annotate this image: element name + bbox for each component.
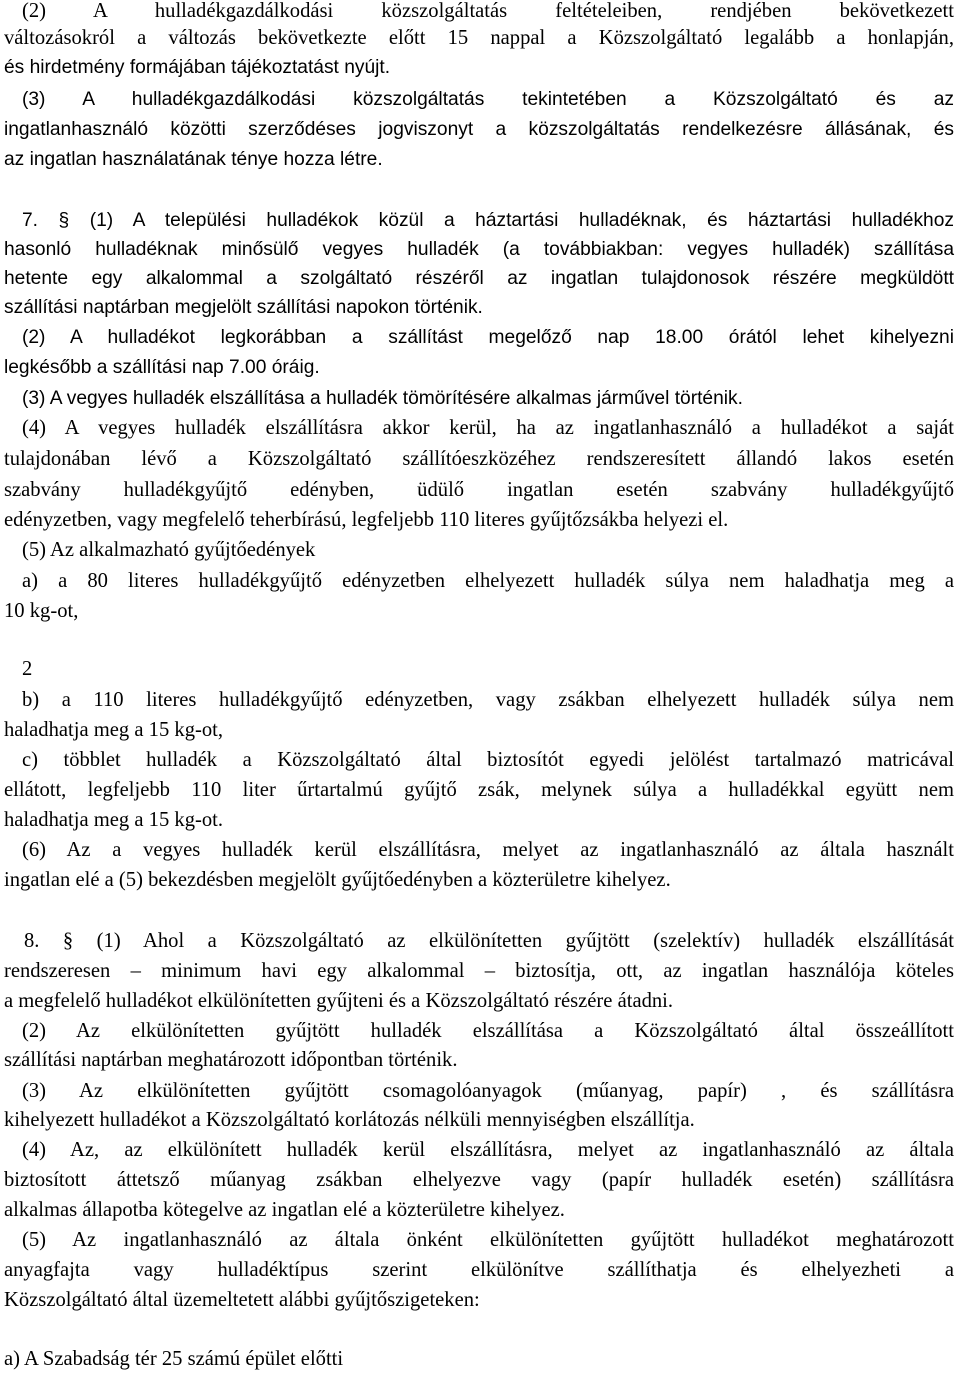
section-8-line: (3) Az elkülönítetten gyűjtött csomagolóanyagok (műanyag, papír) , és szállításra xyxy=(22,1080,954,1102)
section-8-line: a megfelelő hulladékot elkülönítetten gyűjteni és a Közszolgáltató részére átadni. xyxy=(4,990,674,1012)
section-7-line: hetente egy alkalommal a szolgáltató részéről az ingatlan tulajdonosok részére megküldött xyxy=(4,268,954,289)
section-7-line: tulajdonában lévő a Közszolgáltató szállítóeszközéhez rendszeresített állandó lakos esetén xyxy=(4,448,954,470)
section-7-line: legkésőbb a szállítási nap 7.00 óráig. xyxy=(4,357,320,378)
section-8-line: (4) Az, az elkülönített hulladék kerül elszállításra, melyet az ingatlanhasználó az általa xyxy=(22,1139,954,1161)
section-7-line: b) a 110 literes hulladékgyűjtő edényzetben, vagy zsákban elhelyezett hulladék súlya nem xyxy=(22,689,954,711)
section-8-line: rendszeresen – minimum havi egy alkalommal – biztosítja, ott, az ingatlan használója köteles xyxy=(4,960,954,982)
section-7-line: (4) A vegyes hulladék elszállításra akkor kerül, ha az ingatlanhasználó a hulladékot a saját xyxy=(22,417,954,439)
section-7-line: c) többlet hulladék a Közszolgáltató által biztosítót egyedi jelölést tartalmazó matricával xyxy=(22,749,954,771)
section-7-line: haladhatja meg a 15 kg-ot. xyxy=(4,809,224,831)
section-7-line: ingatlan elé a (5) bekezdésben megjelölt gyűjtőedényben a közterületre kihelyez. xyxy=(4,869,671,891)
section-8-line: (5) Az ingatlanhasználó az általa önként elkülönítetten gyűjtött hulladékot meghatározott xyxy=(22,1229,954,1251)
section-8-line: (2) Az elkülönítetten gyűjtött hulladék elszállítása a Közszolgáltató által összeállított xyxy=(22,1020,954,1042)
section-8-line: a) A Szabadság tér 25 számú épület előtti xyxy=(4,1348,344,1370)
section-8-line: kihelyezett hulladékot a Közszolgáltató korlátozás nélküli mennyiségben elszállítja. xyxy=(4,1109,695,1131)
section-7-line: 7. § (1) A települési hulladékok közül a háztartási hulladéknak, és háztartási hulladékhoz xyxy=(22,210,954,231)
section-8-line: alkalmas állapotba kötegelve az ingatlan elé a közterületre kihelyez. xyxy=(4,1199,565,1221)
paragraph-3-line: az ingatlan használatának ténye hozza létre. xyxy=(4,149,383,170)
section-7-line: 10 kg-ot, xyxy=(4,600,79,622)
section-8-line: 8. § (1) Ahol a Közszolgáltató az elkülönítetten gyűjtött (szelektív) hulladék elszállítását xyxy=(24,930,954,952)
section-7-line: hasonló hulladéknak minősülő vegyes hulladék (a továbbiakban: vegyes hulladék) szállítása xyxy=(4,239,954,260)
section-8-line: anyagfajta vagy hulladéktípus szerint elkülönítve szállíthatja és elhelyezheti a xyxy=(4,1259,954,1281)
paragraph-2-line: változásokról a változás bekövetkezte előtt 15 nappal a Közszolgáltató legalább a honlapján, xyxy=(4,27,954,49)
section-8-line: Közszolgáltató által üzemeltetett alábbi gyűjtőszigeteken: xyxy=(4,1289,480,1311)
section-7-line: szabvány hulladékgyűjtő edényben, üdülő ingatlan esetén szabvány hulladékgyűjtő xyxy=(4,479,954,501)
section-8-line: szállítási naptárban meghatározott időpontban történik. xyxy=(4,1049,458,1071)
section-7-line: edényzetben, vagy megfelelő teherbírású, legfeljebb 110 literes gyűjtőzsákba helyezi el. xyxy=(4,509,729,531)
paragraph-3-line: (3) A hulladékgazdálkodási közszolgáltatás tekintetében a Közszolgáltató és az xyxy=(22,89,954,110)
section-7-line: (2) A hulladékot legkorábban a szállítást megelőző nap 18.00 órától lehet kihelyezni xyxy=(22,327,954,348)
section-7-line: (6) Az a vegyes hulladék kerül elszállításra, melyet az ingatlanhasználó az általa használt xyxy=(22,839,954,861)
paragraph-2-line: (2) A hulladékgazdálkodási közszolgáltatás feltételeiben, rendjében bekövetkezett xyxy=(22,0,954,22)
section-8-line: biztosított áttetsző műanyag zsákban elhelyezve vagy (papír hulladék esetén) szállításra xyxy=(4,1169,954,1191)
section-7-line: a) a 80 literes hulladékgyűjtő edényzetben elhelyezett hulladék súlya nem haladhatja meg a xyxy=(22,570,954,592)
paragraph-2-line: és hirdetmény formájában tájékoztatást nyújt. xyxy=(4,57,391,78)
section-7-line: ellátott, legfeljebb 110 liter űrtartalmú gyűjtő zsák, melynek súlya a hulladékkal együtt nem xyxy=(4,779,954,801)
section-7-line: (5) Az alkalmazható gyűjtőedények xyxy=(22,539,316,561)
section-7-line: (3) A vegyes hulladék elszállítása a hulladék tömörítésére alkalmas járművel történik. xyxy=(22,388,743,409)
section-7-line: szállítási naptárban megjelölt szállítási napokon történik. xyxy=(4,297,483,318)
paragraph-3-line: ingatlanhasználó közötti szerződéses jogviszonyt a közszolgáltatás rendelkezésre állásának, és xyxy=(4,119,954,140)
page-number: 2 xyxy=(22,658,33,680)
section-7-line: haladhatja meg a 15 kg-ot, xyxy=(4,719,224,741)
